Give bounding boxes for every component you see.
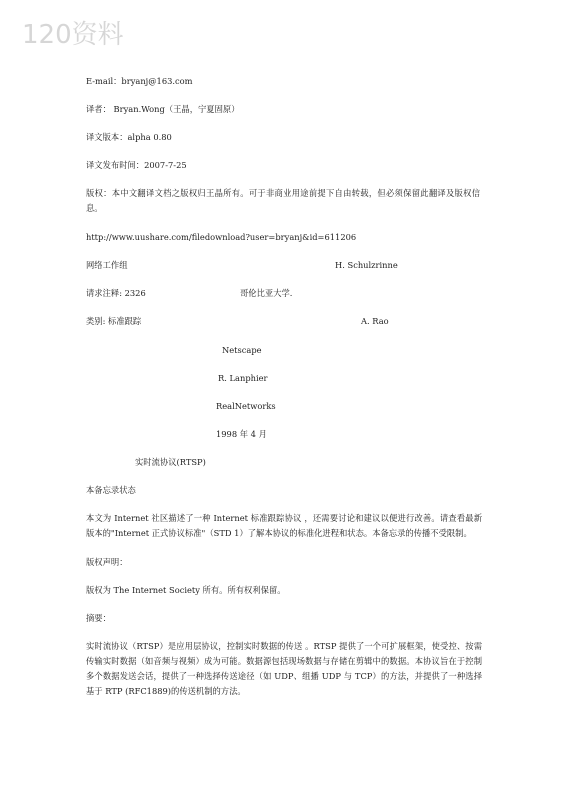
download-url: http://www.uushare.com/filedownload?user=bryanj&id=611206 bbox=[86, 232, 357, 242]
category-label: 类别: 标准跟踪 bbox=[86, 316, 142, 326]
author-schulzrinne: H. Schulzrinne bbox=[335, 260, 398, 270]
abstract-body: 实时流协议（RTSP）是应用层协议，控制实时数据的传送 。RTSP 提供了一个可扩展框架，使受控、按需传输实时数据（如音频与视频）成为可能。数据源包括现场数据与存储在剪辑中的数据。本协议旨在于控制多个数据发送会话，提供了一种选择传送途径（如 UDP、组播 UDP 与 TCP）的方法，并提供了一种选择基于 RTP (RFC1889)的传送机制的方法。 bbox=[86, 641, 482, 696]
email-line: E-mail：bryanj@163.com bbox=[86, 76, 193, 86]
working-group-label: 网络工作组 bbox=[86, 260, 128, 270]
copyright-body: 版权为 The Internet Society 所有。所有权利保留。 bbox=[86, 585, 286, 595]
org-netscape: Netscape bbox=[222, 345, 262, 355]
watermark-logo: 120资料 bbox=[22, 20, 124, 50]
rfc-date: 1998 年 4 月 bbox=[216, 429, 267, 439]
release-date-line: 译文发布时间：2007-7-25 bbox=[86, 160, 187, 170]
org-realnetworks: RealNetworks bbox=[216, 401, 276, 411]
status-body: 本文为 Internet 社区描述了一种 Internet 标准跟踪协议 ，还需要讨论和建议以便进行改善。请查看最新版本的"Internet 正式协议标准"（STD 1）了解本协议的标准化进程和状态。本备忘录的传播不受限制。 bbox=[86, 513, 482, 538]
author-rao: A. Rao bbox=[361, 316, 389, 326]
translator-line: 译者： Bryan.Wong（王晶，宁夏固原） bbox=[86, 104, 240, 114]
status-heading: 本备忘录状态 bbox=[86, 485, 136, 495]
rfc-number: 请求注释: 2326 bbox=[86, 288, 146, 298]
version-line: 译文版本：alpha 0.80 bbox=[86, 132, 172, 142]
copyright-heading: 版权声明： bbox=[86, 557, 128, 567]
copyright-notice: 版权：本中文翻译文档之版权归王晶所有。可于非商业用途前提下自由转载，但必须保留此翻译及版权信息。 bbox=[86, 188, 480, 213]
org-columbia: 哥伦比亚大学. bbox=[240, 288, 293, 298]
document-title: 实时流协议(RTSP) bbox=[135, 457, 206, 467]
author-lanphier: R. Lanphier bbox=[218, 373, 268, 383]
abstract-heading: 摘要： bbox=[86, 613, 111, 623]
